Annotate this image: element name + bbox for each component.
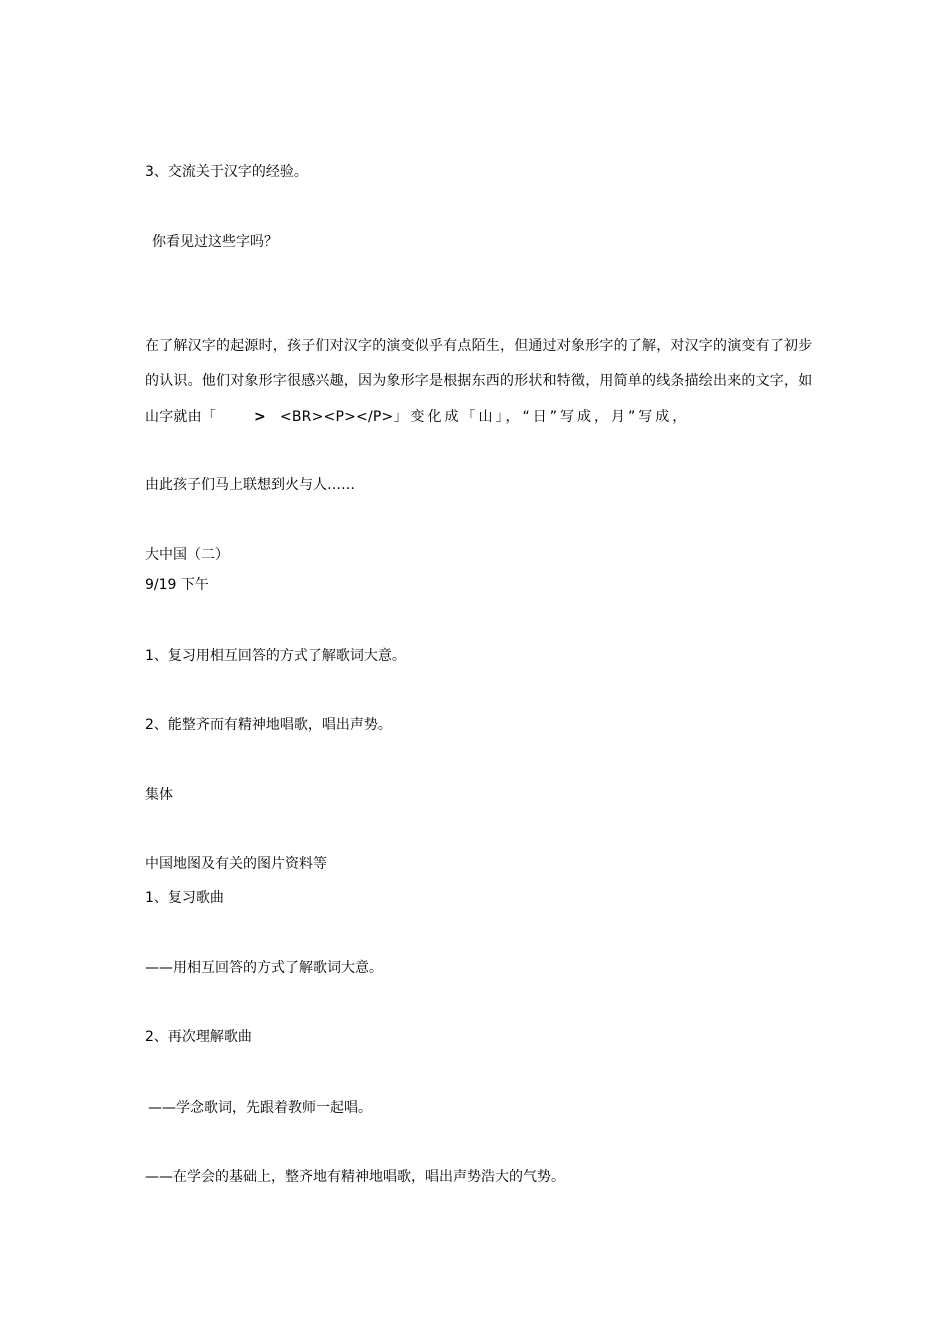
step-2-detail-1: ——学念歌词，先跟着教师一起唱。: [148, 1100, 372, 1116]
step-1: 1、复习歌曲: [145, 890, 224, 906]
step-2-detail-2: ——在学会的基础上，整齐地有精神地唱歌，唱出声势浩大的气势。: [145, 1169, 565, 1185]
paragraph-line-3-end: 」变化成「山」，“日”写成，月”写成，: [393, 409, 690, 425]
group-format: 集体: [145, 787, 173, 803]
greater-than-symbol: >: [254, 409, 266, 425]
step-1-detail: ——用相互回答的方式了解歌词大意。: [145, 960, 383, 976]
paragraph-line-1: 在了解汉字的起源时，孩子们对汉字的演变似乎有点陌生，但通过对象形字的了解，对汉字的演变有了初步: [145, 338, 813, 354]
exchange-experience-line: 3、交流关于汉字的经验。: [145, 164, 308, 180]
paragraph-line-3: [145, 408, 807, 426]
question-line: 你看见过这些字吗？: [152, 234, 278, 250]
lesson-date: 9/19 下午: [145, 577, 209, 593]
lesson-title: 大中国（二）: [145, 547, 229, 563]
goal-1: 1、复习用相互回答的方式了解歌词大意。: [145, 648, 406, 664]
goal-2: 2、能整齐而有精神地唱歌，唱出声势。: [145, 717, 392, 733]
step-2: 2、再次理解歌曲: [145, 1029, 252, 1045]
paragraph-line-3-start: 山字就由「: [145, 409, 216, 425]
association-line: 由此孩子们马上联想到火与人……: [145, 477, 355, 493]
materials-line: 中国地图及有关的图片资料等: [145, 856, 327, 872]
paragraph-line-2: 的认识。他们对象形字很感兴趣，因为象形字是根据东西的形状和特徵，用简单的线条描绘出来的文字，如: [145, 373, 813, 389]
html-tag-text: <BR><P></P>: [279, 409, 394, 425]
